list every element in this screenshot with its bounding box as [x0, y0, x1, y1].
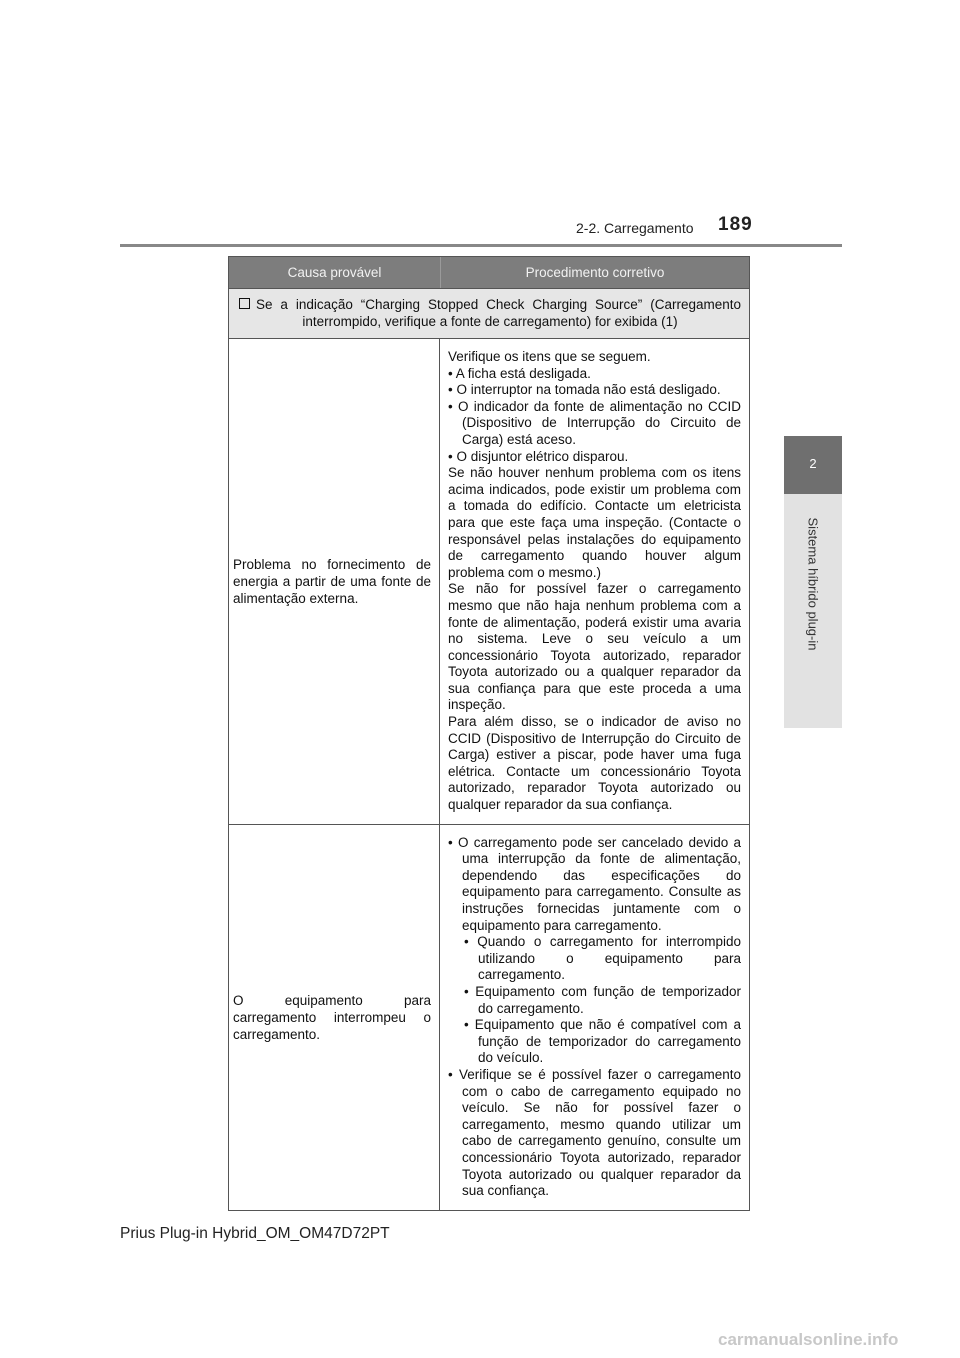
- header-divider: [120, 244, 842, 247]
- procedure-cell: [440, 339, 749, 824]
- troubleshooting-table: [228, 256, 750, 1211]
- procedure-bullet: • O interruptor na tomada não está desligado.: [448, 382, 721, 398]
- checkbox-square-icon: [239, 298, 250, 309]
- procedure-text: Verifique os itens que se seguem.: [448, 349, 651, 364]
- chapter-number: 2: [809, 456, 817, 471]
- table-header: [229, 257, 749, 288]
- procedure-bullet: • O carregamento pode ser cancelado devido a uma interrupção da fonte de alimentação, dependendo das especificações do equipamento para carregamento. Consulte as instruções fornecidas juntamente com o equipamento para carregamento.: [448, 834, 741, 933]
- cause-cell: [229, 339, 440, 824]
- footer-document-id: Prius Plug-in Hybrid_OM_OM47D72PT: [120, 1225, 390, 1242]
- procedure-bullet: • A ficha está desligada.: [448, 365, 591, 381]
- procedure-text: Se não for possível fazer o carregamento mesmo que não haja nenhum problema com a fonte de alimentação, poderá existir uma avaria no sistema. Leve o seu veículo a um concessionário Toyota autorizado, reparador Toyota autorizado ou a qualquer reparador da sua confiança para que este proceda a uma inspeção.: [448, 581, 741, 713]
- procedure-bullet: • Verifique se é possível fazer o carregamento com o cabo de carregamento equipado no veículo. Se não for possível fazer o carregamento, mesmo quando utilizar um cabo de carregamento genuíno, consulte um concessionário Toyota autorizado, reparador Toyota autorizado ou qualquer reparador da sua confiança.: [448, 1066, 741, 1199]
- procedure-text: Para além disso, se o indicador de aviso no CCID (Dispositivo de Interrupção do Circuito de Carga) estiver a piscar, pode haver uma fuga elétrica. Contacte um concessionário Toyota autorizado, reparador Toyota autorizado ou qualquer reparador da sua confiança.: [448, 714, 741, 813]
- chapter-tab: [784, 436, 842, 494]
- procedure-sub-bullet: • Quando o carregamento for interrompido utilizando o equipamento para carregamento.: [464, 934, 741, 983]
- column-header-cause: Causa provável: [229, 257, 441, 288]
- procedure-bullet: • O disjuntor elétrico disparou.: [448, 448, 629, 464]
- cause-cell: [229, 825, 440, 1210]
- section-title: 2-2. Carregamento: [576, 220, 694, 236]
- page-number: 189: [718, 214, 753, 235]
- section-heading: [229, 288, 749, 338]
- watermark: carmanualsonline.info: [718, 1330, 899, 1349]
- procedure-sub-bullet: • Equipamento que não é compatível com a função de temporizador do carregamento do veículo.: [464, 1017, 741, 1066]
- section-heading-text: Se a indicação “Charging Stopped Check Charging Source” (Carregamento interrompido, verifique a fonte de carregamento) for exibida (1): [256, 297, 741, 329]
- procedure-bullet: • O indicador da fonte de alimentação no CCID (Dispositivo de Interrupção do Circuito de Carga) está aceso.: [448, 398, 741, 447]
- cause-text: O equipamento para carregamento interrompeu o carregamento.: [233, 992, 431, 1042]
- cause-text: Problema no fornecimento de energia a partir de uma fonte de alimentação externa.: [233, 556, 431, 606]
- chapter-label: Sistema híbrido plug-in: [805, 517, 821, 651]
- procedure-cell: [440, 825, 749, 1210]
- procedure-sub-bullet: • Equipamento com função de temporizador do carregamento.: [464, 983, 741, 1016]
- table-row: [229, 824, 749, 1210]
- table-row: [229, 338, 749, 824]
- column-header-procedure: Procedimento corretivo: [525, 265, 665, 280]
- procedure-text: Se não houver nenhum problema com os itens acima indicados, pode existir um problema com a tomada do edifício. Contacte um eletricista para que este faça uma inspeção. (Contacte o responsável pelas instalações do equipamento de carregamento quando houver algum problema com o mesmo.): [448, 465, 741, 580]
